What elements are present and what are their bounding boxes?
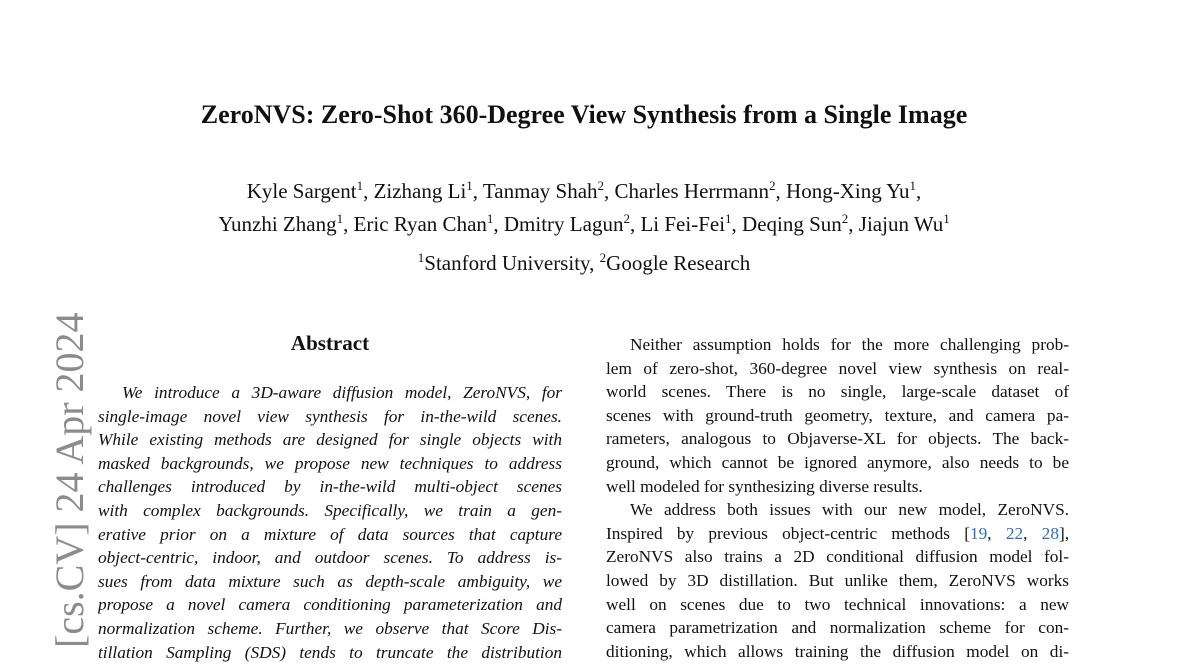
author-name: Tanmay Shah [482,179,598,203]
body-line: ground, which cannot be ignored anymore, also needs to be [606,452,1069,472]
citation-separator: , [1023,523,1042,543]
affiliation-number: 2 [599,250,607,265]
abstract-line: While existing methods are designed for single objects with [98,430,562,450]
body-line: ditioning, which allows training the diffusion model on di- [606,641,1069,661]
body-line: camera parametrization and normalization scheme for con- [606,618,1069,638]
author-name: Charles Herrmann [614,179,770,203]
author-list-line-1: Kyle Sargent$^1$, Zizhang Li$^1$, Tanmay Shah$^2$, Charles Herrmann$^2$, Hong-Xing Yu$^1$, [246,178,922,203]
affiliations: $^1$Stanford University, $^2$Google Research [417,250,751,275]
body-line: lowed by 3D distillation. But unlike them, ZeroNVS works [606,570,1069,590]
body-text: Inspired by previous object-centric methods [ [606,523,970,543]
affiliation-name: Google Research [606,251,751,275]
author-name: Li Fei-Fei [640,212,726,236]
affiliation-name: Stanford University [424,251,590,275]
citation-link[interactable]: 22 [1005,523,1024,543]
author-name: Jiajun Wu [858,212,944,236]
affiliation-number: 1 [417,250,425,265]
affiliation-mark: 1 [943,211,950,226]
body-line: lem of zero-shot, 360-degree novel view synthesis on real- [606,358,1069,378]
abstract-line: tillation Sampling (SDS) tends to truncate the distribution [98,642,562,662]
affiliation-mark: 2 [841,211,849,226]
affiliation-mark: 1 [909,178,917,193]
abstract-line: single-image novel view synthesis for in-the-wild scenes. [98,406,562,426]
author-name: Hong-Xing Yu [786,179,910,203]
affiliation-mark: 1 [356,178,364,193]
body-line: ZeroNVS also trains a 2D conditional diffusion model fol- [606,547,1069,567]
author-name: Yunzhi Zhang [218,212,337,236]
affiliation-mark: 2 [623,211,630,226]
citation-link[interactable]: 19 [969,523,988,543]
affiliation-mark: 2 [769,178,776,193]
body-line: scenes with ground-truth geometry, texture, and camera pa- [606,405,1069,425]
author-name: Zizhang Li [373,179,467,203]
abstract-line: We introduce a 3D-aware diffusion model, ZeroNVS, for [122,383,562,402]
affiliation-mark: 2 [597,178,605,193]
abstract-line: masked backgrounds, we propose new techniques to address [98,453,562,473]
citation-link[interactable]: 28 [1041,523,1059,543]
author-name: Eric Ryan Chan [353,212,487,236]
abstract-line: challenges introduced by in-the-wild multi-object scenes [98,477,562,497]
abstract-line: normalization scheme. Further, we observe that Score Dis- [98,618,562,638]
citation-separator: , [987,523,1006,543]
body-text: ], [1058,523,1069,543]
abstract-line: with complex backgrounds. Specifically, we train a gen- [98,500,562,520]
intro-column [606,333,1069,663]
body-line: well on scenes due to two technical innovations: a new [606,594,1069,614]
abstract-heading: Abstract [290,331,370,355]
body-line: rameters, analogous to Objaverse-XL for objects. The back- [606,429,1069,449]
abstract-line: sues from data mixture such as depth-scale ambiguity, we [98,571,562,591]
affiliation-mark: 1 [725,211,732,226]
body-line: Neither assumption holds for the more challenging prob- [630,335,1069,354]
body-line: world scenes. There is no single, large-scale dataset of [606,382,1069,402]
paper-title: ZeroNVS: Zero-Shot 360-Degree View Synthesis from a Single Image [200,100,968,129]
author-name: Dmitry Lagun [503,212,624,236]
body-line: We address both issues with our new model, ZeroNVS. [630,500,1069,520]
author-name: Kyle Sargent [246,179,357,203]
abstract-line: object-centric, indoor, and outdoor scenes. To address is- [98,548,562,568]
abstract-line: propose a novel camera conditioning parameterization and [98,595,562,615]
abstract-line: erative prior on a mixture of data sources that capture [98,524,562,544]
body-line: well modeled for synthesizing diverse results. [606,476,923,496]
abstract-body [98,381,562,664]
affiliation-mark: 1 [486,211,494,226]
author-list-line-2: Yunzhi Zhang$^1$, Eric Ryan Chan$^1$, Dmitry Lagun$^2$, Li Fei-Fei$^1$, Deqing Sun$^2$, Jiajun Wu$^1$ [218,211,950,236]
affiliation-mark: 1 [336,211,344,226]
body-line-with-citations [606,522,1069,546]
affiliation-mark: 1 [466,178,473,193]
arxiv-stamp: [cs.CV] 24 Apr 2024 [47,312,92,648]
author-name: Deqing Sun [742,212,842,236]
